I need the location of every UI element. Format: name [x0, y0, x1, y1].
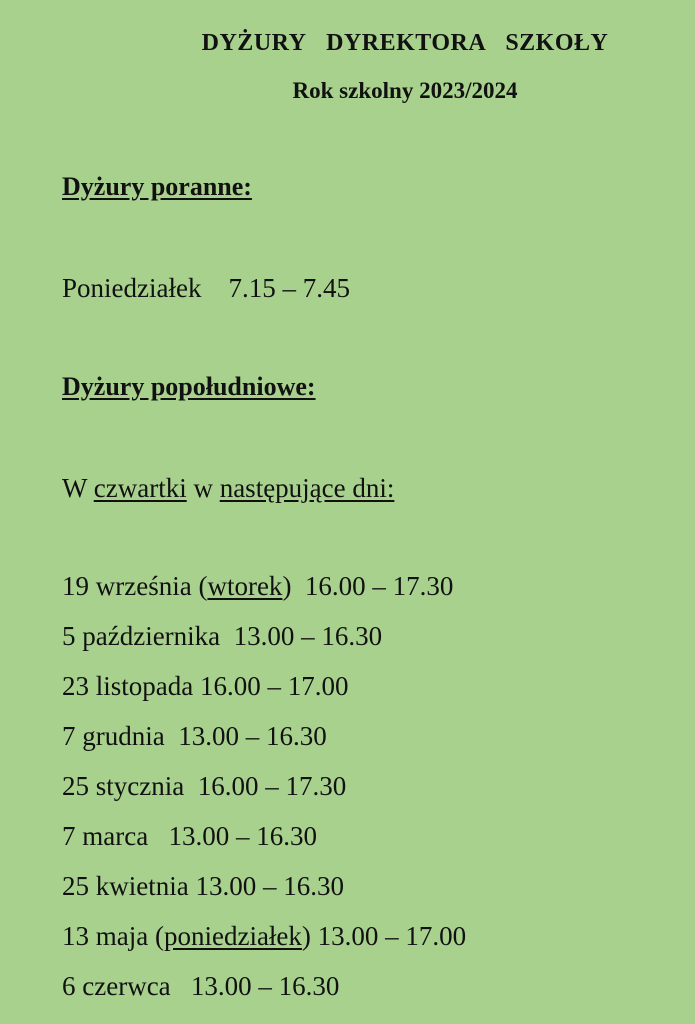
page-title: DYŻURY DYREKTORA SZKOŁY [201, 30, 609, 56]
date-line: 23 listopada 16.00 – 17.00 [62, 671, 349, 701]
date-text: 13 maja ( [62, 921, 164, 951]
morning-heading: Dyżury poranne: [62, 172, 252, 201]
date-line: 7 grudnia 13.00 – 16.30 [62, 721, 327, 751]
intro-w-2: w [186, 473, 220, 503]
intro-nastepujace: następujące dni: [219, 473, 395, 503]
date-line: 6 czerwca 13.00 – 16.30 [62, 971, 340, 1001]
morning-entry: Poniedziałek 7.15 – 7.45 [62, 273, 350, 303]
date-time: ) 13.00 – 17.00 [301, 921, 467, 951]
date-line: 5 października 13.00 – 16.30 [62, 621, 383, 651]
intro-w: W [62, 473, 94, 503]
page-subtitle: Rok szkolny 2023/2024 [292, 78, 518, 103]
date-line [62, 921, 466, 952]
date-line: 25 stycznia 16.00 – 17.30 [62, 771, 347, 801]
intro-czwartki: czwartki [93, 473, 187, 503]
date-weekday: wtorek [207, 571, 283, 601]
afternoon-heading: Dyżury popołudniowe: [62, 372, 316, 401]
date-weekday: poniedziałek [163, 921, 302, 951]
date-line [62, 571, 453, 602]
date-text: 19 września ( [62, 571, 208, 601]
afternoon-intro [62, 473, 394, 504]
date-line: 7 marca 13.00 – 16.30 [62, 821, 317, 851]
date-time: ) 16.00 – 17.30 [282, 571, 454, 601]
date-line: 25 kwietnia 13.00 – 16.30 [62, 871, 344, 901]
